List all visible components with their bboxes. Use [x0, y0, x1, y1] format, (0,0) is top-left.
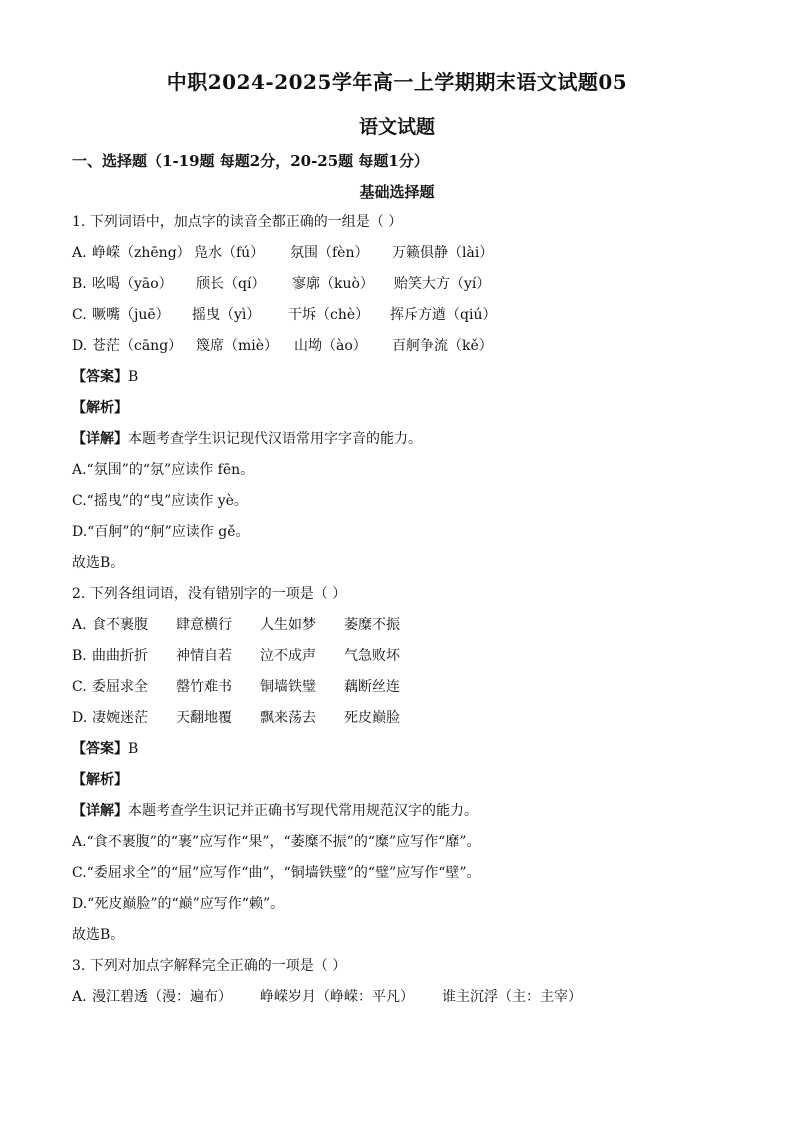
option-row: [72, 610, 732, 641]
option-item: 肆意横行: [176, 617, 232, 633]
detail-line: [72, 796, 732, 827]
answer-value: B: [128, 369, 139, 385]
document-title: 中职2024-2025学年高一上学期期末语文试题05: [166, 70, 628, 94]
option-item: 噘嘴（juē）: [92, 307, 170, 323]
option-item: 食不裹腹: [92, 617, 148, 633]
option-item: 颀长（qí）: [196, 276, 266, 292]
option-letter: C.: [72, 679, 87, 695]
analysis-note: D.“百舸”的“舸”应读作 gě。: [72, 524, 250, 540]
option-item: 氛围（fèn）: [290, 245, 369, 261]
option-row: [72, 300, 732, 331]
option-item: 委屈求全: [92, 679, 148, 695]
detail-text: 本题考查学生识记并正确书写现代常用规范汉字的能力。: [128, 803, 478, 819]
option-item: 泣不成声: [260, 648, 316, 664]
analysis-tag: 【解析】: [72, 400, 128, 416]
detail-text: 本题考查学生识记现代汉语常用字字音的能力。: [128, 431, 422, 447]
question-stem: 3. 下列对加点字解释完全正确的一项是（ ）: [72, 958, 347, 974]
section-heading: 一、选择题（1-19题 每题2分，20-25题 每题1分）: [72, 152, 429, 170]
detail-line: [72, 424, 732, 455]
option-letter: D.: [72, 710, 88, 726]
option-item: 罄竹难书: [176, 679, 232, 695]
option-row: [72, 672, 732, 703]
option-item: 神情自若: [176, 648, 232, 664]
option-row: [72, 641, 732, 672]
option-item: 铜墙铁璧: [260, 679, 316, 695]
detail-tag: 【详解】: [72, 803, 128, 819]
question-stem: 2. 下列各组词语，没有错别字的一项是（ ）: [72, 586, 347, 602]
option-letter: C.: [72, 307, 87, 323]
option-item: 峥嵘岁月（峥嵘：平凡）: [260, 989, 414, 1005]
answer-tag: 【答案】: [72, 369, 128, 385]
option-item: 死皮巅脸: [344, 710, 400, 726]
option-item: 山坳（ào）: [294, 338, 367, 354]
option-letter: A.: [72, 617, 87, 633]
questions: [72, 207, 732, 1013]
option-item: 干坼（chè）: [288, 307, 370, 323]
option-letter: B.: [72, 276, 87, 292]
option-item: 曲曲折折: [92, 648, 148, 664]
analysis-note: D.“死皮巅脸”的“巅”应写作“赖”。: [72, 896, 285, 912]
option-item: 萎糜不振: [344, 617, 400, 633]
option-item: 百舸争流（kě）: [392, 338, 493, 354]
analysis-note: A.“食不裹腹”的“裹”应写作“果”，“萎糜不振”的“糜”应写作“靡”。: [72, 834, 481, 850]
analysis-tag: 【解析】: [72, 772, 128, 788]
group-heading: 基础选择题: [359, 183, 435, 201]
answer-line: [72, 734, 732, 765]
option-item: 苍茫（cāng）: [92, 338, 183, 354]
option-item: 凄婉迷茫: [92, 710, 148, 726]
option-item: 吆喝（yāo）: [92, 276, 173, 292]
option-item: 摇曳（yì）: [192, 307, 261, 323]
analysis-note: A.“氛围”的“氛”应读作 fēn。: [72, 462, 255, 478]
option-letter: A.: [72, 989, 87, 1005]
analysis-note: C.“委屈求全”的“屈”应写作“曲”，“铜墙铁璧”的“璧”应写作“壁”。: [72, 865, 481, 881]
option-row: [72, 238, 732, 269]
option-item: 寥廓（kuò）: [292, 276, 374, 292]
option-item: 飘来荡去: [260, 710, 316, 726]
option-letter: A.: [72, 245, 87, 261]
option-item: 人生如梦: [260, 617, 316, 633]
option-letter: B.: [72, 648, 87, 664]
option-item: 谁主沉浮（主：主宰）: [442, 989, 582, 1005]
option-item: 天翻地覆: [176, 710, 232, 726]
option-row: [72, 703, 732, 734]
conclusion: 故选B。: [72, 555, 125, 571]
detail-tag: 【详解】: [72, 431, 128, 447]
answer-value: B: [128, 741, 139, 757]
analysis-note: C.“摇曳”的“曳”应读作 yè。: [72, 493, 248, 509]
option-item: 凫水（fú）: [194, 245, 265, 261]
option-item: 藕断丝连: [344, 679, 400, 695]
question-stem: 1. 下列词语中，加点字的读音全都正确的一组是（ ）: [72, 214, 403, 230]
option-letter: D.: [72, 338, 88, 354]
option-item: 漫江碧透（漫：遍布）: [92, 989, 232, 1005]
conclusion: 故选B。: [72, 927, 125, 943]
option-item: 峥嵘（zhēng）: [92, 245, 191, 261]
option-item: 贻笑大方（yí）: [394, 276, 491, 292]
option-row: [72, 331, 732, 362]
option-row: [72, 982, 732, 1013]
answer-line: [72, 362, 732, 393]
option-item: 挥斥方遒（qiú）: [390, 307, 497, 323]
option-row: [72, 269, 732, 300]
answer-tag: 【答案】: [72, 741, 128, 757]
document-subtitle: 语文试题: [358, 116, 435, 138]
option-item: 万籁俱静（lài）: [392, 245, 494, 261]
option-item: 篾席（miè）: [196, 338, 279, 354]
option-item: 气急败坏: [344, 648, 400, 664]
